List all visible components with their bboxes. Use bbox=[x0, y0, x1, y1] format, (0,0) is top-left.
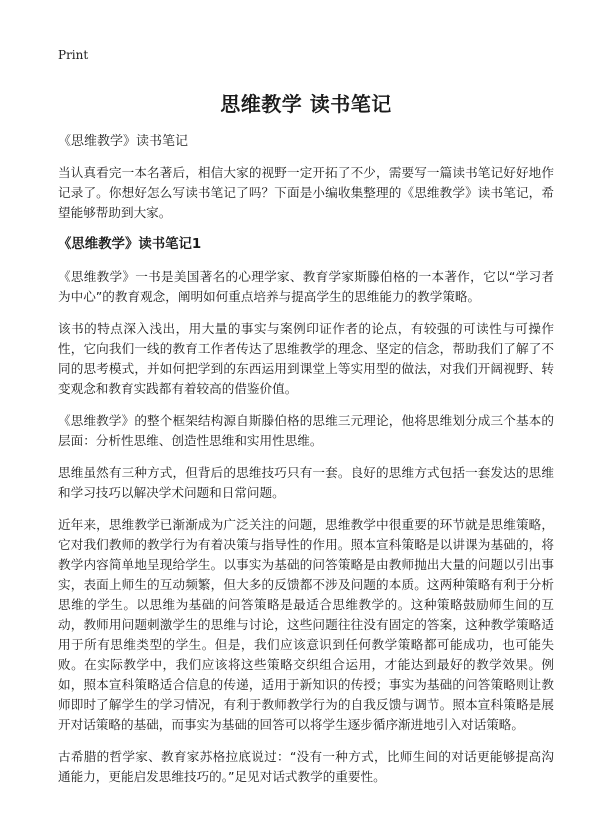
document-page bbox=[58, 44, 554, 787]
body-paragraph: 古希腊的哲学家、教育家苏格拉底说过：“没有一种方式，比师生间的对话更能够提高沟通能力，更能启发思维技巧的。”足见对话式教学的重要性。 bbox=[58, 749, 554, 784]
body-paragraph: 思维虽然有三种方式，但背后的思维技巧只有一套。良好的思维方式包括一套发达的思维和学习技巧以解决学术问题和日常问题。 bbox=[58, 465, 554, 500]
intro-paragraph: 当认真看完一本名著后，相信大家的视野一定开拓了不少，需要写一篇读书笔记好好地作记录了。你想好怎么写读书笔记了吗？下面是小编收集整理的《思维教学》读书笔记，希望能够帮助到大家。 bbox=[58, 165, 554, 220]
body-paragraph: 近年来，思维教学已渐渐成为广泛关注的问题，思维教学中很重要的环节就是思维策略，它对我们教师的教学行为有着决策与指导性的作用。照本宣科策略是以讲课为基础的，将教学内容简单地呈现给学生。以事实为基础的问答策略是由教师抛出大量的问题以引出事实，表面上师生的互动频繁，但大多的反馈都不涉及问题的本质。这两种策略有利于分析思维的学生。以思维为基础的问答策略是最适合思维教学的。这种策略鼓励师生间的互动，教师用问题刺激学生的思维与讨论，这些问题往往没有固定的答案，这种教学策略适用于所有思维类型的学生。但是，我们应该意识到任何教学策略都可能成功，也可能失败。在实际教学中，我们应该将这些策略交织组合运用，才能达到最好的教学效果。例如，照本宣科策略适合信息的传递，适用于新知识的传授；事实为基础的问答策略则让教师即时了解学生的学习情况，有利于教师教学行为的自我反馈与调节。照本宣科策略是展开对话策略的基础，而事实为基础的回答可以将学生逐步循序渐进地引入对话策略。 bbox=[58, 517, 554, 732]
body-paragraph: 该书的特点深入浅出，用大量的事实与案例印证作者的论点，有较强的可读性与可操作性，它向我们一线的教育工作者传达了思维教学的理念、坚定的信念，帮助我们了解了不同的思考模式，并如何把学到的东西运用到课堂上等实用型的做法，对我们开阔视野、转变观念和教育实践都有着较高的借鉴价值。 bbox=[58, 321, 554, 396]
document-subtitle: 《思维教学》读书笔记 bbox=[58, 134, 189, 149]
page-title: 思维教学 读书笔记 bbox=[220, 92, 392, 116]
body-paragraph: 《思维教学》的整个框架结构源自斯滕伯格的思维三元理论，他将思维划分成三个基本的层面：分析性思维、创造性思维和实用性思维。 bbox=[58, 413, 554, 448]
body-paragraph: 《思维教学》一书是美国著名的心理学家、教育学家斯滕伯格的一本著作，它以“学习者为中心”的教育观念，阐明如何重点培养与提高学生的思维能力的教学策略。 bbox=[58, 269, 554, 304]
section-heading: 《思维教学》读书笔记1 bbox=[58, 237, 202, 252]
print-link[interactable]: Print bbox=[58, 48, 89, 62]
